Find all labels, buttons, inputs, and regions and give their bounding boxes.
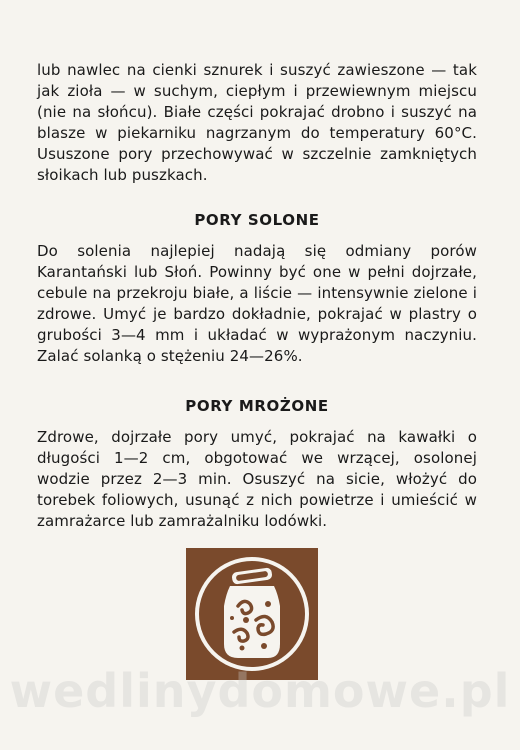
site-watermark: wedlinydomowe.pl	[9, 664, 511, 718]
preserve-jar-emblem	[186, 548, 318, 680]
section-title-pory-solone: PORY SOLONE	[194, 211, 320, 229]
section-text-pory-solone: Do solenia najlepiej nadają się odmiany porów Karantański lub Słoń. Powinny być one w pełni dojrzałe, cebule na przekroju białe, a liście — intensywnie zielone i zdrowe. Umyć je bardzo dokładnie, pokrajać w plastry o grubości 3—4 mm i układać w wyprażonym naczyniu. Zalać solanką o stężeniu 24—26%.	[37, 242, 477, 365]
preserve-jar-icon	[186, 548, 318, 680]
intro-paragraph: lub nawlec na cienki sznurek i suszyć zawieszone — tak jak zioła — w suchym, ciepłym i przewiewnym miejscu (nie na słońcu). Białe części pokrajać drobno i suszyć na blasze w piekarniku nagrzanym do temperatury 60°C. Ususzone pory przechowywać w szczelnie zamkniętych słoikach lub puszkach.	[37, 61, 477, 184]
section-title-pory-mrozone: PORY MROŻONE	[185, 397, 329, 415]
section-text-pory-mrozone: Zdrowe, dojrzałe pory umyć, pokrajać na kawałki o długości 1—2 cm, obgotować we wrzącej, osolonej wodzie przez 2—3 min. Osuszyć na sicie, włożyć do torebek foliowych, usunąć z nich powietrze i umieścić w zamrażarce lub zamrażalniku lodówki.	[37, 428, 477, 530]
page-content	[37, 60, 477, 532]
